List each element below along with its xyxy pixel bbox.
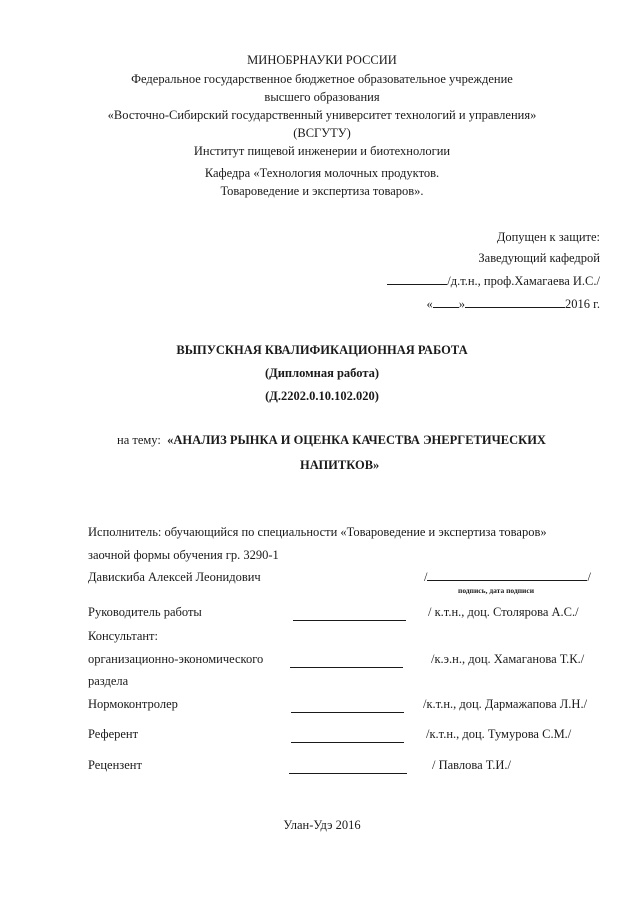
date-quote-close: »: [458, 297, 466, 311]
normcontrol-label: Нормоконтролер: [88, 697, 178, 711]
executor-line-2: заочной формы обучения гр. 3290-1: [88, 548, 279, 562]
institution-line-2: высшего образования: [264, 90, 380, 104]
slash-open: /: [424, 570, 428, 584]
supervisor-value: / к.т.н., доц. Столярова А.С./: [428, 605, 579, 619]
reviewer-signature-blank: [289, 758, 407, 774]
consultant-label-3: раздела: [88, 674, 129, 688]
consultant-label-2: организационно-экономического: [88, 652, 264, 666]
institution-line-1: Федеральное государственное бюджетное образовательное учреждение: [131, 72, 513, 86]
reviewer-value: / Павлова Т.И./: [432, 758, 511, 772]
approval-date-line: [427, 297, 600, 312]
executor-line-1: Исполнитель: обучающийся по специальности «Товароведение и экспертиза товаров»: [88, 525, 547, 539]
executor-signature-line: [424, 570, 591, 585]
university-abbr: (ВСГУТУ): [293, 126, 351, 140]
ministry-name: МИНОБРНАУКИ РОССИИ: [247, 53, 397, 67]
reviewer-label: Рецензент: [88, 758, 142, 772]
supervisor-signature-blank: [293, 605, 406, 621]
department-line-2: Товароведение и экспертиза товаров».: [220, 184, 424, 198]
day-blank: [433, 307, 459, 308]
admitted-label: Допущен к защите:: [496, 230, 600, 244]
referent-value: /к.т.н., доц. Тумурова С.М./: [426, 727, 572, 741]
referent-signature-blank: [291, 727, 404, 743]
signature-caption: подпись, дата подписи: [458, 586, 535, 595]
work-title: ВЫПУСКНАЯ КВАЛИФИКАЦИОННАЯ РАБОТА: [176, 343, 468, 357]
signature-blank: [387, 284, 447, 285]
consultant-label-1: Консультант:: [88, 629, 158, 643]
work-subtitle: (Дипломная работа): [264, 366, 380, 380]
executor-signature-blank: [427, 580, 587, 581]
university-name: «Восточно-Сибирский государственный университет технологий и управления»: [107, 108, 537, 122]
normcontrol-value: /к.т.н., доц. Дармажапова Л.Н./: [423, 697, 588, 711]
topic-prefix: на тему:: [117, 433, 161, 447]
department-line-1: Кафедра «Технология молочных продуктов.: [204, 166, 440, 180]
topic-title-1: «АНАЛИЗ РЫНКА И ОЦЕНКА КАЧЕСТВА ЭНЕРГЕТИЧЕСКИХ: [167, 433, 546, 447]
date-year: 2016 г.: [565, 297, 600, 311]
topic-line-1: [117, 433, 546, 448]
date-quote-open: «: [426, 297, 433, 311]
topic-title-2: НАПИТКОВ»: [300, 458, 380, 472]
supervisor-label: Руководитель работы: [88, 605, 202, 619]
slash-close: /: [587, 570, 591, 584]
month-blank: [465, 307, 565, 308]
referent-label: Референт: [88, 727, 139, 741]
head-signature-line: [387, 274, 600, 289]
head-label: Заведующий кафедрой: [478, 251, 600, 265]
consultant-signature-blank: [290, 652, 403, 668]
normcontrol-signature-blank: [291, 697, 404, 713]
head-name: /д.т.н., проф.Хамагаева И.С./: [447, 274, 600, 288]
executor-name: Давискиба Алексей Леонидович: [88, 570, 261, 584]
institute-name: Институт пищевой инженерии и биотехнологии: [193, 144, 451, 158]
city-year: Улан-Удэ 2016: [283, 818, 361, 832]
consultant-value: /к.э.н., доц. Хамаганова Т.К./: [431, 652, 585, 666]
work-code: (Д.2202.0.10.102.020): [265, 389, 379, 403]
